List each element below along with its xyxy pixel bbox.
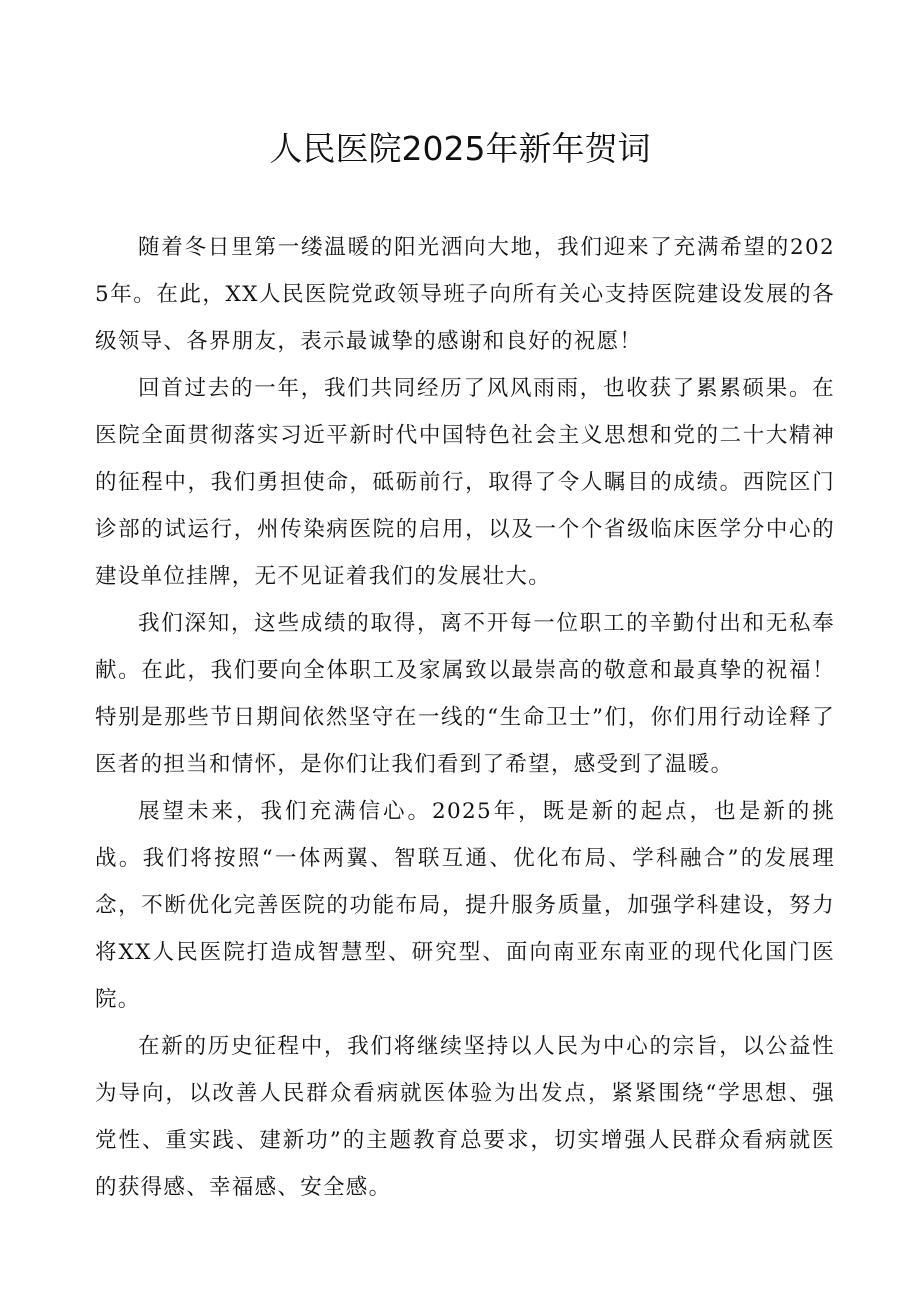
paragraph-2: 回首过去的一年，我们共同经历了风风雨雨，也收获了累累硕果。在医院全面贯彻落实习近平新时代中国特色社会主义思想和党的二十大精神的征程中，我们勇担使命，砥砺前行，取得了令人瞩目的成绩。西院区门诊部的试运行，州传染病医院的启用，以及一个个省级临床医学分中心的建设单位挂牌，无不见证着我们的发展壮大。 bbox=[95, 376, 835, 589]
paragraph-4: 展望未来，我们充满信心。2025年，既是新的起点，也是新的挑战。我们将按照“一体两翼、智联互通、优化布局、学科融合”的发展理念，不断优化完善医院的功能布局，提升服务质量，加强学科建设，努力将XX人民医院打造成智慧型、研究型、面向南亚东南亚的现代化国门医院。 bbox=[95, 799, 835, 1012]
paragraph-5: 在新的历史征程中，我们将继续坚持以人民为中心的宗旨，以公益性为导向，以改善人民群众看病就医体验为出发点，紧紧围绕“学思想、强党性、重实践、建新功”的主题教育总要求，切实增强人民群众看病就医的获得感、幸福感、安全感。 bbox=[95, 1034, 835, 1200]
document-title: 人民医院2025年新年贺词 bbox=[269, 129, 651, 168]
paragraph-1: 随着冬日里第一缕温暖的阳光洒向大地，我们迎来了充满希望的2025年。在此，XX人民医院党政领导班子向所有关心支持医院建设发展的各级领导、各界朋友，表示最诚挚的感谢和良好的祝愿！ bbox=[95, 235, 835, 354]
document-body bbox=[95, 224, 835, 1211]
paragraph-3: 我们深知，这些成绩的取得，离不开每一位职工的辛勤付出和无私奉献。在此，我们要向全体职工及家属致以最崇高的敬意和最真挚的祝福！特别是那些节日期间依然坚守在一线的“生命卫士”们，你们用行动诠释了医者的担当和情怀，是你们让我们看到了希望，感受到了温暖。 bbox=[95, 611, 835, 777]
